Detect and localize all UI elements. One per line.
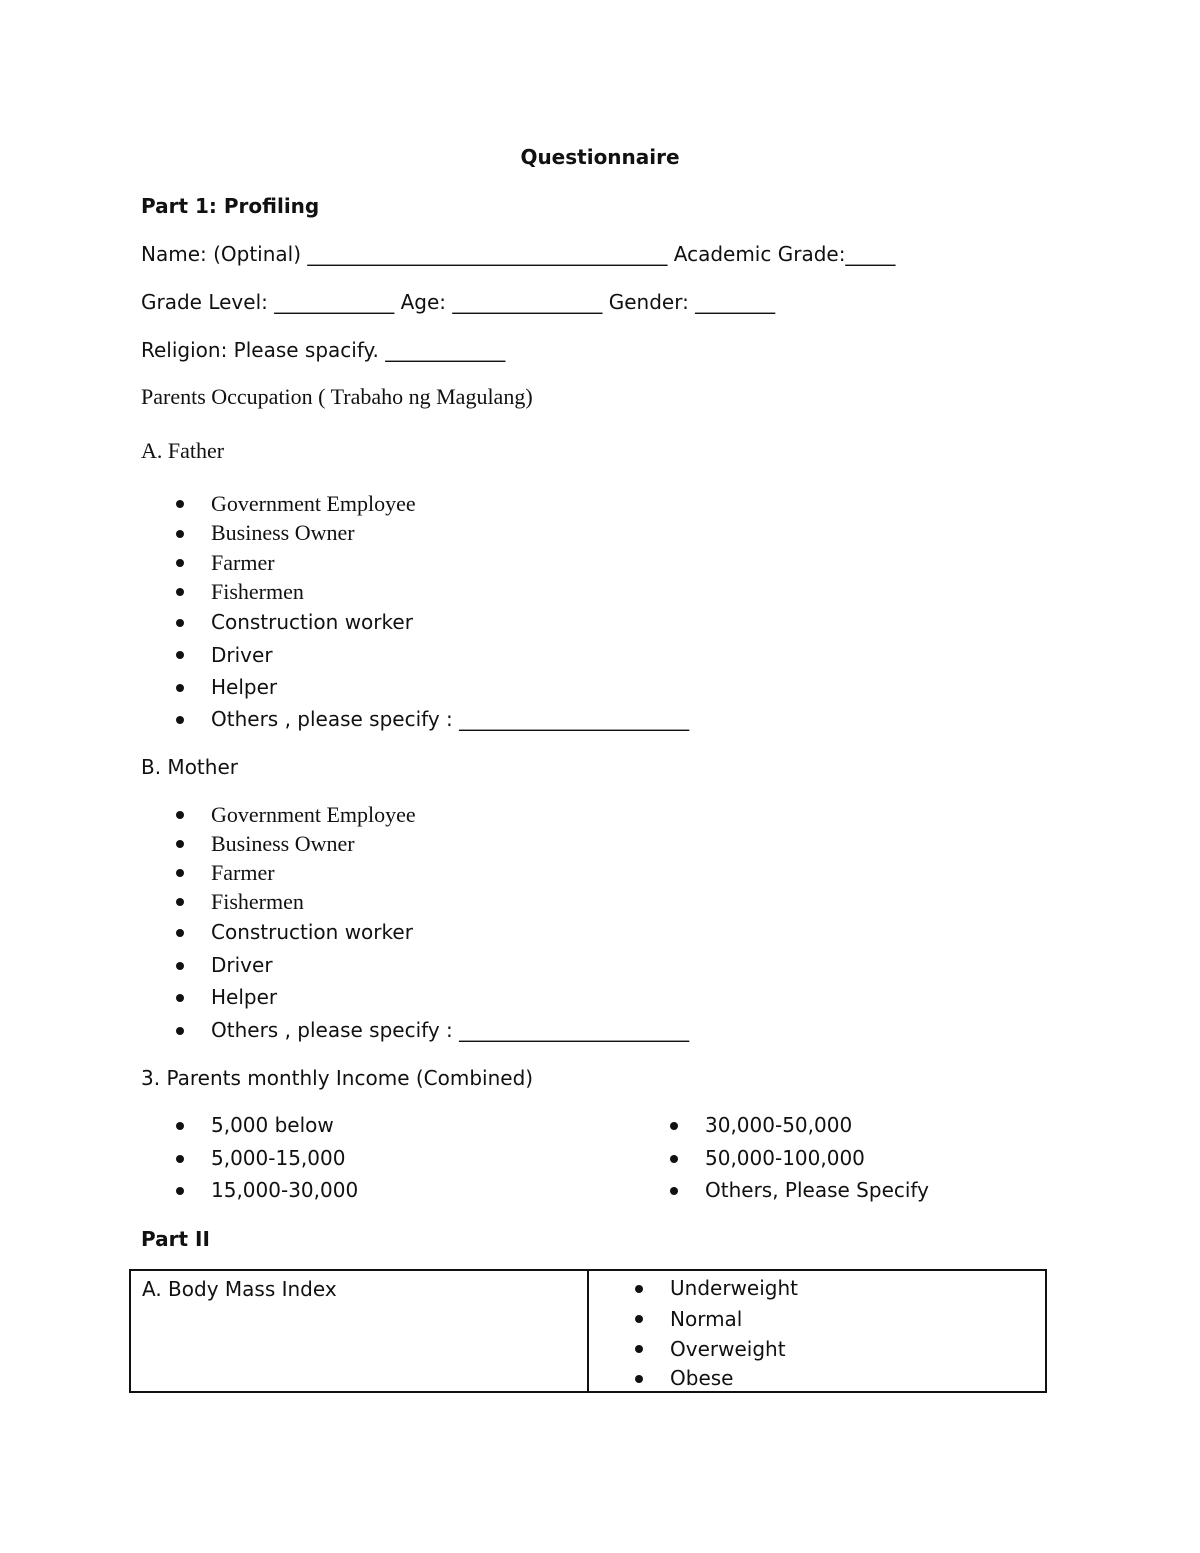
income-option: 5,000-15,000 <box>211 1146 346 1170</box>
bullet-icon <box>176 619 184 627</box>
father-option-others: Others , please specify : _______________________ <box>211 707 690 731</box>
father-option: Business Owner <box>211 520 355 545</box>
mother-option: Government Employee <box>211 802 416 827</box>
bullet-icon <box>176 962 184 970</box>
income-option-others: Others, Please Specify <box>705 1178 929 1202</box>
father-option: Construction worker <box>211 610 413 634</box>
bullet-icon <box>176 588 184 596</box>
bmi-option: Normal <box>670 1307 743 1331</box>
grade-age-gender-line: Grade Level: ____________ Age: _______________ Gender: ________ <box>141 290 776 314</box>
bullet-icon <box>176 651 184 659</box>
bullet-icon <box>176 994 184 1002</box>
mother-option: Fishermen <box>211 889 304 914</box>
bullet-icon <box>176 929 184 937</box>
income-option: 30,000-50,000 <box>705 1113 853 1137</box>
bmi-option: Overweight <box>670 1337 786 1361</box>
mother-option: Business Owner <box>211 831 355 856</box>
mother-option: Farmer <box>211 860 275 885</box>
part1-heading: Part 1: Profiling <box>141 194 320 218</box>
religion-line: Religion: Please spacify. ____________ <box>141 338 506 362</box>
bullet-icon <box>176 716 184 724</box>
bullet-icon <box>670 1122 678 1130</box>
bullet-icon <box>176 1122 184 1130</box>
bullet-icon <box>176 559 184 567</box>
bullet-icon <box>635 1345 643 1353</box>
bullet-icon <box>670 1187 678 1195</box>
father-option: Government Employee <box>211 491 416 516</box>
father-option: Farmer <box>211 550 275 575</box>
bullet-icon <box>176 840 184 848</box>
bmi-option: Underweight <box>670 1276 798 1300</box>
name-field-line: Name: (Optinal) ____________________________________ Academic Grade:_____ <box>141 242 896 266</box>
bullet-icon <box>176 684 184 692</box>
mother-option: Construction worker <box>211 920 413 944</box>
income-heading: 3. Parents monthly Income (Combined) <box>141 1066 534 1090</box>
income-option: 5,000 below <box>211 1113 334 1137</box>
page-title: Questionnaire <box>520 145 680 169</box>
bullet-icon <box>176 1027 184 1035</box>
bullet-icon <box>635 1375 643 1383</box>
parents-occupation-heading: Parents Occupation ( Trabaho ng Magulang) <box>141 384 533 409</box>
father-option: Helper <box>211 675 278 699</box>
bullet-icon <box>176 869 184 877</box>
bmi-table <box>129 1269 1047 1393</box>
mother-heading: B. Mother <box>141 755 238 779</box>
bullet-icon <box>176 811 184 819</box>
bullet-icon <box>176 530 184 538</box>
bullet-icon <box>176 1187 184 1195</box>
part2-heading: Part II <box>141 1227 210 1251</box>
income-option: 50,000-100,000 <box>705 1146 865 1170</box>
mother-option-others: Others , please specify : _______________________ <box>211 1018 690 1042</box>
bullet-icon <box>176 1155 184 1163</box>
bullet-icon <box>176 500 184 508</box>
bmi-options-cell <box>588 1270 1046 1392</box>
bmi-label: A. Body Mass Index <box>142 1277 337 1301</box>
bullet-icon <box>176 898 184 906</box>
bullet-icon <box>670 1155 678 1163</box>
father-option: Fishermen <box>211 579 304 604</box>
mother-option: Driver <box>211 953 273 977</box>
bullet-icon <box>635 1285 643 1293</box>
income-option: 15,000-30,000 <box>211 1178 359 1202</box>
bmi-option: Obese <box>670 1366 734 1390</box>
bmi-label-cell <box>130 1270 588 1392</box>
father-option: Driver <box>211 643 273 667</box>
bullet-icon <box>635 1315 643 1323</box>
mother-option: Helper <box>211 985 278 1009</box>
father-heading: A. Father <box>141 438 225 463</box>
